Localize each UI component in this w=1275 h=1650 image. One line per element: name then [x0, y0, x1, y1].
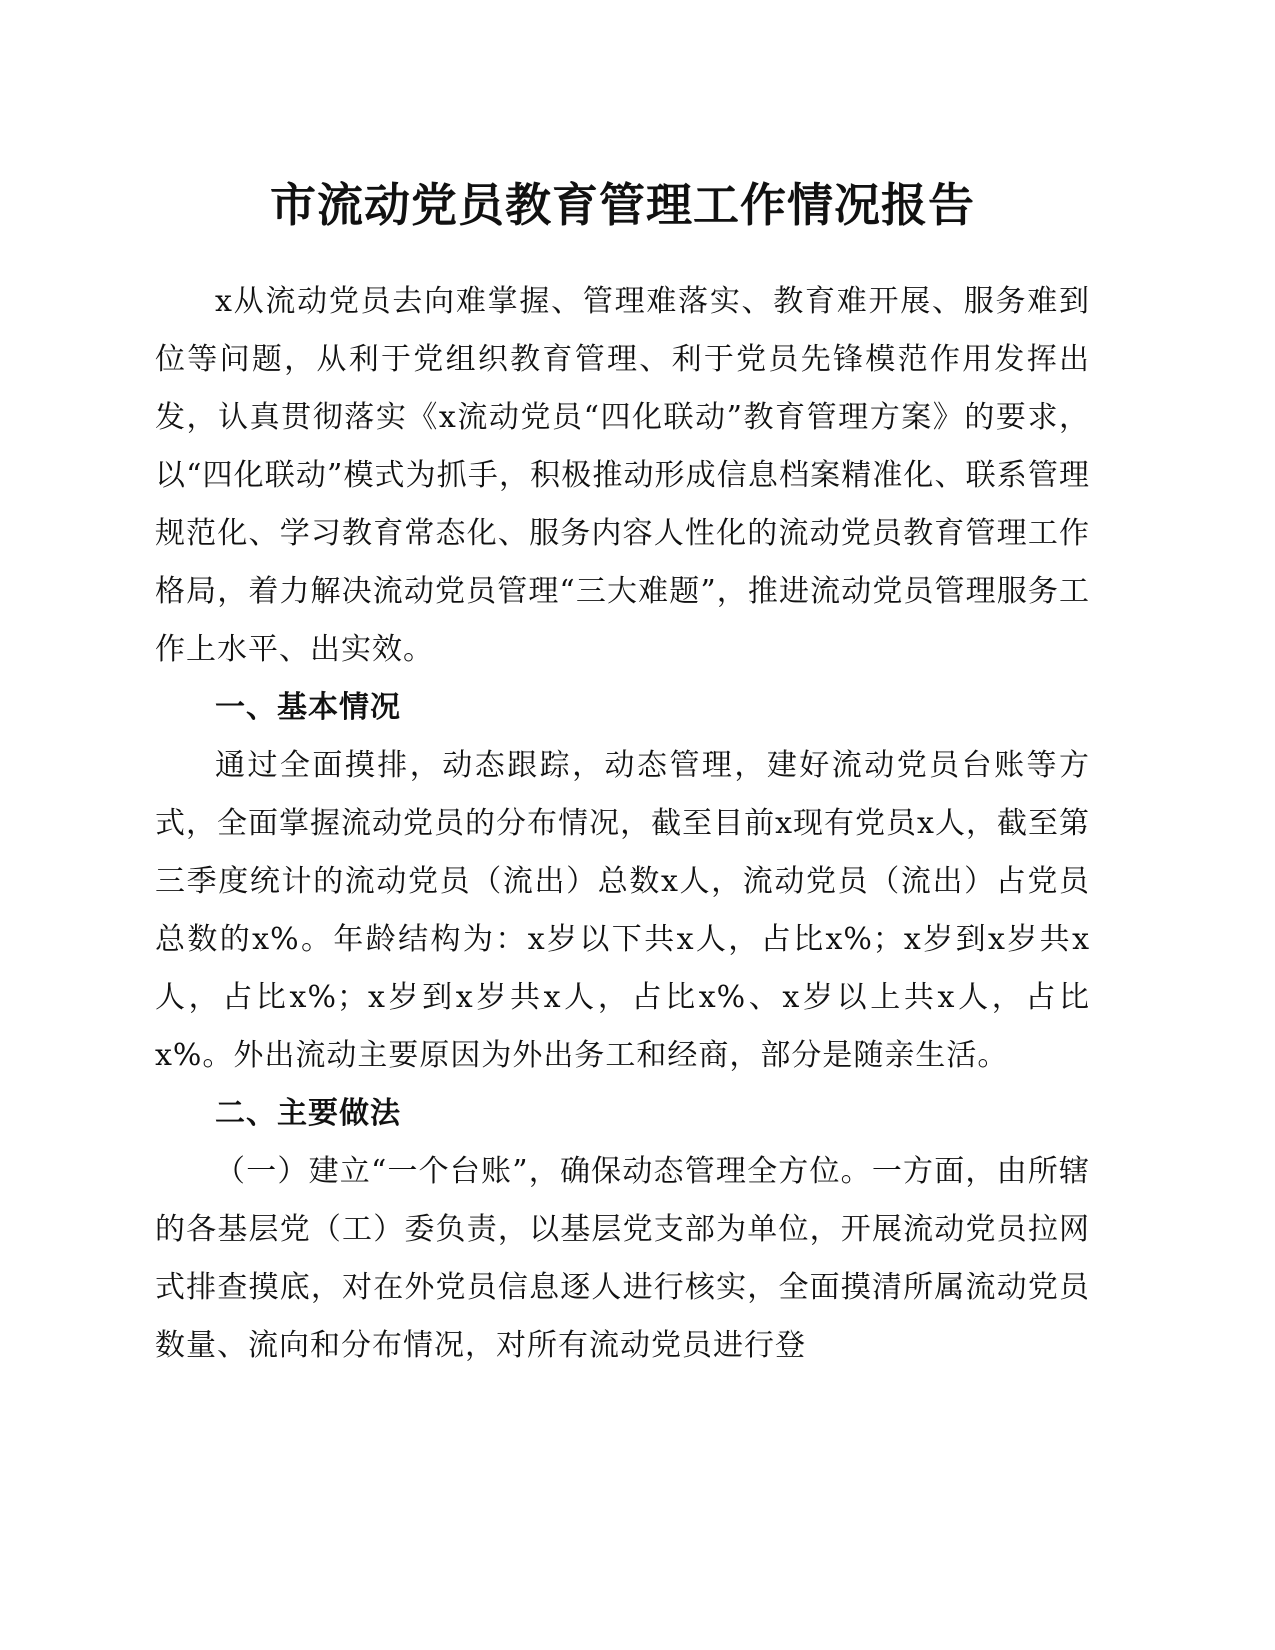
basic-situation-paragraph: 通过全面摸排，动态跟踪，动态管理，建好流动党员台账等方式，全面掌握流动党员的分布情况，截至目前x现有党员x人，截至第三季度统计的流动党员（流出）总数x人，流动党员（流出）占党员总数的x%。年龄结构为：x岁以下共x人，占比x%；x岁到x岁共x人，占比x%；x岁到x岁共x人，占比x%、x岁以上共x人，占比x%。外出流动主要原因为外出务工和经商，部分是随亲生活。: [155, 748, 1090, 1073]
document-content: [155, 165, 1090, 1375]
section-heading-main-practices: 二、主要做法: [215, 1096, 401, 1131]
document-title: 市流动党员教育管理工作情况报告: [270, 178, 975, 232]
section-heading-basic-situation: 一、基本情况: [215, 690, 401, 725]
main-practices-paragraph: （一）建立“一个台账”，确保动态管理全方位。一方面，由所辖的各基层党（工）委负责，以基层党支部为单位，开展流动党员拉网式排查摸底，对在外党员信息逐人进行核实，全面摸清所属流动党员数量、流向和分布情况，对所有流动党员进行登: [155, 1154, 1090, 1363]
intro-paragraph: x从流动党员去向难掌握、管理难落实、教育难开展、服务难到位等问题，从利于党组织教育管理、利于党员先锋模范作用发挥出发，认真贯彻落实《x流动党员“四化联动”教育管理方案》的要求，以“四化联动”模式为抓手，积极推动形成信息档案精准化、联系管理规范化、学习教育常态化、服务内容人性化的流动党员教育管理工作格局，着力解决流动党员管理“三大难题”，推进流动党员管理服务工作上水平、出实效。: [155, 284, 1090, 667]
